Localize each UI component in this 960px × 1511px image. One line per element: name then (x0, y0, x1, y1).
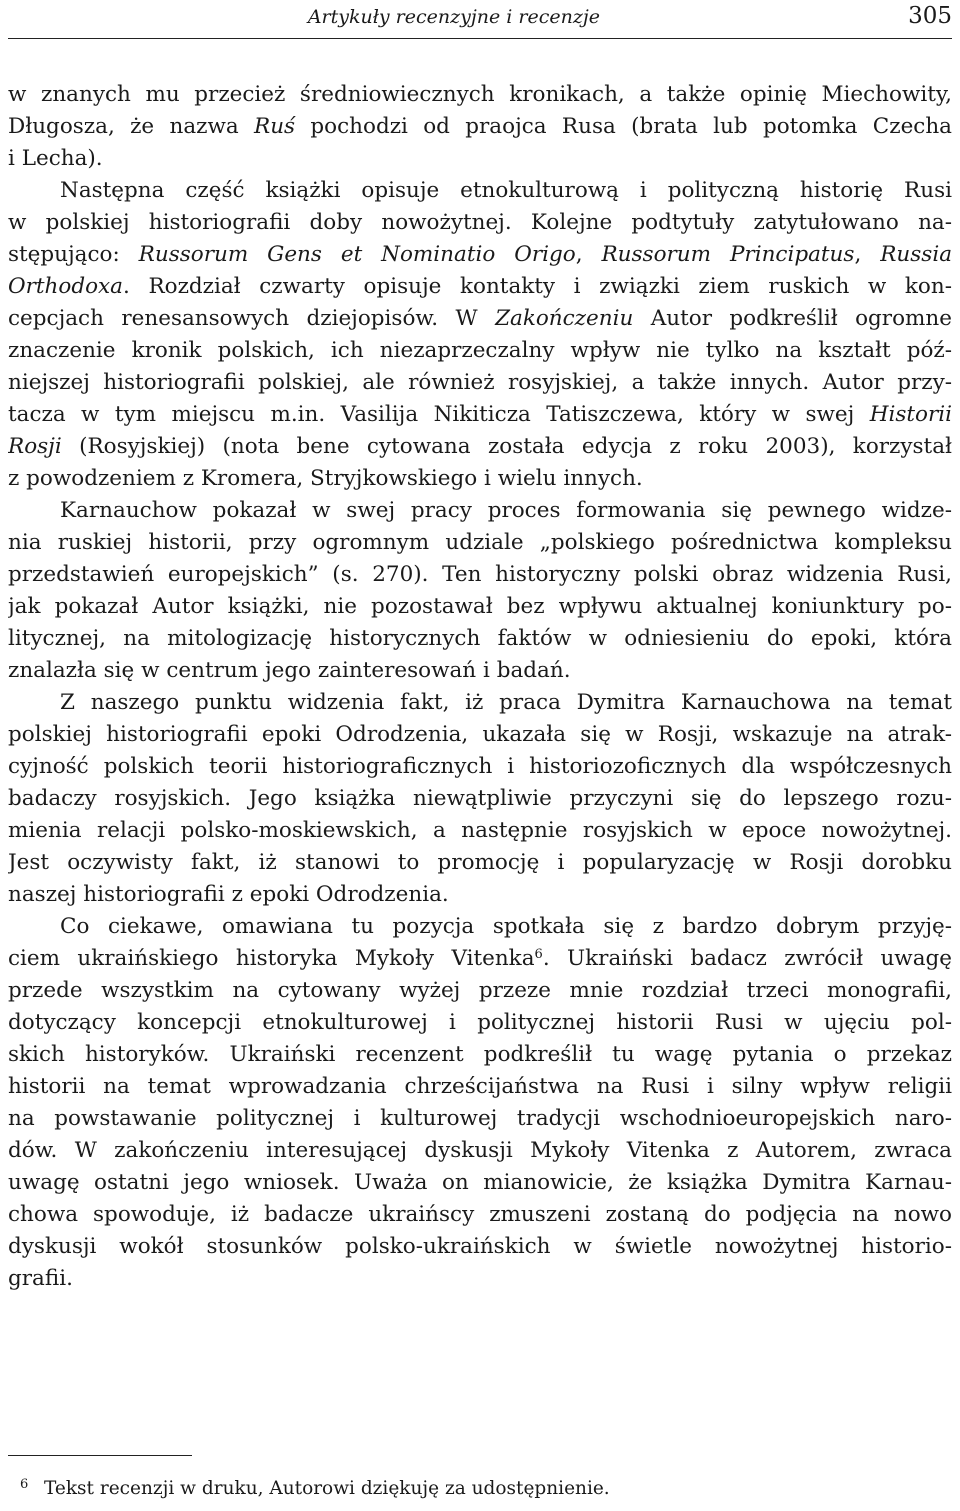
text-line: skich historyków. Ukraiński recenzent podkreślił tu wagę pytania o przekaz (8, 1042, 952, 1067)
text-line: naszej historiografii z epoki Odrodzenia. (8, 882, 449, 907)
text-line: znaczenie kronik polskich, ich niezaprzeczalny wpływ nie tylko na kształt póź- (8, 338, 952, 363)
page-number: 305 (908, 3, 952, 29)
text-line: Jest oczywisty fakt, iż stanowi to promocję i popularyzację w Rosji dorobku (8, 850, 952, 875)
text-line: litycznej, na mitologizację historycznych faktów w odniesieniu do epoki, która (8, 626, 952, 651)
running-title: Artykuły recenzyjne i recenzje (307, 6, 600, 28)
footnote-text: Tekst recenzji w druku, Autorowi dziękuję za udostępnienie. (44, 1478, 610, 1499)
text-line: uwagę ostatni jego wniosek. Uważa on mianowicie, że książka Dymitra Karnau- (8, 1170, 952, 1195)
footnote-number: 6 (20, 1477, 29, 1492)
text-line: niejszej historiografii polskiej, ale również rosyjskiej, a także innych. Autor przy- (8, 370, 952, 395)
text-line: Karnauchow pokazał w swej pracy proces formowania się pewnego widze- (60, 498, 952, 523)
text-line: Co ciekawe, omawiana tu pozycja spotkała się z bardzo dobrym przyję- (60, 914, 952, 939)
text-line: na powstawanie politycznej i kulturowej tradycji wschodnioeuropejskich naro- (8, 1106, 952, 1131)
text-line: cyjność polskich teorii historiograficznych i historiozoficznych dla współczesnych (8, 754, 952, 779)
text-line: Rosji (Rosyjskiej) (nota bene cytowana została edycja z roku 2003), korzystał (8, 434, 952, 459)
text-line: mienia relacji polsko-moskiewskich, a następnie rosyjskich w epoce nowożytnej. (8, 818, 952, 843)
text-line: w polskiej historiografii doby nowożytnej. Kolejne podtytuły zatytułowano na- (8, 210, 952, 235)
page-header (8, 0, 952, 39)
text-line: historii na temat wprowadzania chrześcijaństwa na Rusi i silny wpływ religii (8, 1074, 952, 1099)
text-line: i Lecha). (8, 146, 103, 171)
text-line: dotyczący koncepcji etnokulturowej i politycznej historii Rusi w ujęciu pol- (8, 1010, 952, 1035)
footnote-reference[interactable]: 6 (534, 947, 543, 962)
text-line: Następna część książki opisuje etnokulturową i polityczną historię Rusi (60, 178, 952, 203)
text-line: w znanych mu przecież średniowiecznych kronikach, a także opinię Miechowity, (8, 82, 952, 107)
footnote (8, 1477, 610, 1499)
text-line: z powodzeniem z Kromera, Stryjkowskiego i wielu innych. (8, 466, 643, 491)
text-line: Orthodoxa. Rozdział czwarty opisuje kontakty i związki ziem ruskich w kon- (8, 274, 952, 299)
text-line: znalazła się w centrum jego zainteresowań i badań. (8, 658, 571, 683)
text-line: ciem ukraińskiego historyka Mykoły Vitenka$^6$. Ukraiński badacz zwrócił uwagę (8, 946, 952, 971)
text-line: dyskusji wokół stosunków polsko-ukraińskich w świetle nowożytnej historio- (8, 1234, 952, 1259)
footnote-divider (8, 1455, 192, 1456)
text-line: grafii. (8, 1266, 73, 1291)
text-line: przedstawień europejskich” (s. 270). Ten historyczny polski obraz widzenia Rusi, (8, 562, 952, 587)
text-line: przede wszystkim na cytowany wyżej przeze mnie rozdział trzeci monografii, (8, 978, 952, 1003)
text-line: Z naszego punktu widzenia fakt, iż praca Dymitra Karnauchowa na temat (60, 690, 952, 715)
body-text (8, 79, 952, 1295)
text-line: jak pokazał Autor książki, nie pozostawał bez wpływu aktualnej koniunktury po- (8, 594, 952, 619)
text-line: chowa spowoduje, iż badacze ukraińscy zmuszeni zostaną do podjęcia na nowo (8, 1202, 952, 1227)
text-line: cepcjach renesansowych dziejopisów. W Zakończeniu Autor podkreślił ogromne (8, 306, 952, 331)
text-line: polskiej historiografii epoki Odrodzenia, ukazała się w Rosji, wskazuje na atrak- (8, 722, 952, 747)
text-line: Długosza, że nazwa Ruś pochodzi od praojca Rusa (brata lub potomka Czecha (8, 114, 952, 139)
text-line: stępująco: Russorum Gens et Nominatio Origo, Russorum Principatus, Russia (8, 242, 952, 267)
text-line: badaczy rosyjskich. Jego książka niewątpliwie przyczyni się do lepszego rozu- (8, 786, 952, 811)
text-line: tacza w tym miejscu m.in. Vasilija Nikiticza Tatiszczewa, który w swej Historii (8, 402, 952, 427)
text-line: dów. W zakończeniu interesującej dyskusji Mykoły Vitenka z Autorem, zwraca (8, 1138, 952, 1163)
text-line: nia ruskiej historii, przy ogromnym udziale „polskiego pośrednictwa kompleksu (8, 530, 952, 555)
